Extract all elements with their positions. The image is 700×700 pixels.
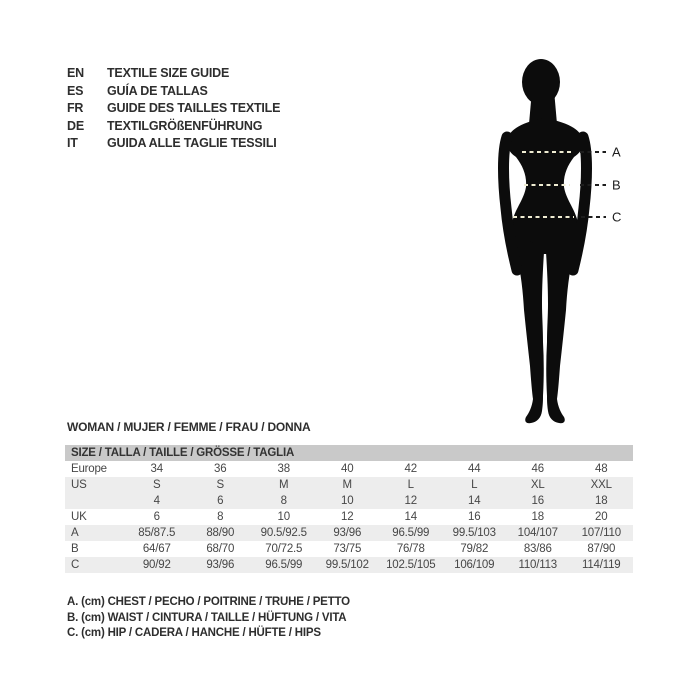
size-cell: 42 [404, 463, 417, 475]
size-cell: 96.5/99 [265, 559, 303, 571]
row-label: UK [71, 511, 87, 523]
size-cell: 4 [153, 495, 160, 507]
size-cell: 40 [341, 463, 354, 475]
language-list [67, 65, 280, 153]
row-label: Europe [71, 463, 107, 475]
silhouette-left-arm [504, 137, 518, 270]
language-title: TEXTILE SIZE GUIDE [107, 66, 230, 80]
size-cell: 14 [404, 511, 417, 523]
section-title: WOMAN / MUJER / FEMME / FRAU / DONNA [67, 420, 311, 434]
size-cell: 6 [217, 495, 224, 507]
size-cell: 96.5/99 [392, 527, 430, 539]
size-cell: 104/107 [517, 527, 558, 539]
size-cell: M [342, 479, 352, 491]
size-cell: 85/87.5 [138, 527, 176, 539]
language-row [67, 83, 280, 101]
language-code: DE [67, 118, 84, 133]
size-cell: 93/96 [206, 559, 235, 571]
size-cell: 70/72.5 [265, 543, 303, 555]
size-cell: 18 [531, 511, 544, 523]
size-cell: 90.5/92.5 [260, 527, 307, 539]
size-cell: 64/67 [142, 543, 171, 555]
language-title: GUIDA ALLE TAGLIE TESSILI [107, 136, 277, 150]
size-cell: 12 [404, 495, 417, 507]
table-row [65, 525, 633, 541]
size-cell: 73/75 [333, 543, 362, 555]
size-cell: 36 [214, 463, 227, 475]
size-cell: 87/90 [587, 543, 616, 555]
size-cell: 8 [217, 511, 224, 523]
size-cell: 93/96 [333, 527, 362, 539]
size-cell: S [216, 479, 224, 491]
table-row [65, 477, 633, 493]
language-title: TEXTILGRÖßENFÜHRUNG [107, 118, 263, 133]
row-label: A [71, 527, 79, 539]
size-cell: 110/113 [518, 559, 557, 571]
size-cell: 16 [531, 495, 544, 507]
size-cell: 12 [341, 511, 354, 523]
language-code: IT [67, 136, 78, 150]
language-code: EN [67, 66, 84, 80]
row-label [65, 493, 125, 509]
size-cell: 8 [280, 495, 287, 507]
language-row [67, 118, 280, 136]
size-cell: 10 [341, 495, 354, 507]
size-cell: 18 [595, 495, 608, 507]
size-cell: 99.5/102 [325, 559, 369, 571]
language-row [67, 100, 280, 118]
size-cell: 99.5/103 [452, 527, 496, 539]
legend-line: A. (cm) CHEST / PECHO / POITRINE / TRUHE / PETTO [67, 596, 350, 608]
body-silhouette [460, 40, 700, 440]
size-cell: 88/90 [206, 527, 235, 539]
measurement-label-c: C [612, 209, 622, 225]
table-row [65, 461, 633, 477]
size-cell: L [471, 479, 478, 491]
language-code: ES [67, 83, 84, 98]
size-cell: 83/86 [523, 543, 552, 555]
language-title: GUÍA DE TALLAS [107, 83, 208, 98]
language-code: FR [67, 101, 84, 115]
measurement-label-a: A [612, 144, 621, 160]
measurement-label-b: B [612, 177, 621, 193]
size-cell: 46 [531, 463, 544, 475]
size-cell: 20 [595, 511, 608, 523]
table-row [65, 557, 633, 573]
row-label: B [71, 543, 79, 555]
size-cell: 106/109 [454, 559, 495, 571]
silhouette-right-arm [573, 137, 587, 270]
size-cell: XL [530, 479, 545, 491]
row-label: US [71, 479, 87, 491]
language-row [67, 65, 280, 83]
table-row [65, 493, 633, 509]
body-figure [460, 40, 700, 440]
size-cell: 6 [153, 511, 160, 523]
size-cell: 16 [468, 511, 481, 523]
language-title: GUIDE DES TAILLES TEXTILE [107, 101, 281, 115]
table-row [65, 509, 633, 525]
size-cell: 79/82 [460, 543, 489, 555]
legend-line: C. (cm) HIP / CADERA / HANCHE / HÜFTE / HIPS [67, 627, 321, 640]
size-cell: M [279, 479, 289, 491]
table-row [65, 541, 633, 557]
legend-line: B. (cm) WAIST / CINTURA / TAILLE / HÜFTUNG / VITA [67, 611, 347, 624]
size-cell: 48 [595, 463, 608, 475]
size-table-header: SIZE / TALLA / TAILLE / GRÖSSE / TAGLIA [65, 445, 633, 461]
size-cell: 102.5/105 [386, 559, 436, 571]
size-cell: 14 [468, 495, 481, 507]
size-cell: 34 [150, 463, 163, 475]
size-table-body [65, 461, 633, 573]
size-cell: 107/110 [581, 527, 621, 539]
size-table [65, 445, 633, 573]
size-cell: 114/119 [582, 559, 621, 571]
size-cell: 38 [277, 463, 290, 475]
size-cell: 44 [468, 463, 481, 475]
size-cell: S [153, 479, 161, 491]
size-cell: 90/92 [142, 559, 171, 571]
size-cell: 68/70 [206, 543, 235, 555]
size-cell: 76/78 [396, 543, 425, 555]
size-cell: 10 [277, 511, 290, 523]
size-cell: L [407, 479, 414, 491]
row-label: C [71, 559, 80, 571]
measurement-legend [67, 595, 350, 642]
language-row [67, 135, 280, 153]
size-cell: XXL [590, 479, 612, 491]
